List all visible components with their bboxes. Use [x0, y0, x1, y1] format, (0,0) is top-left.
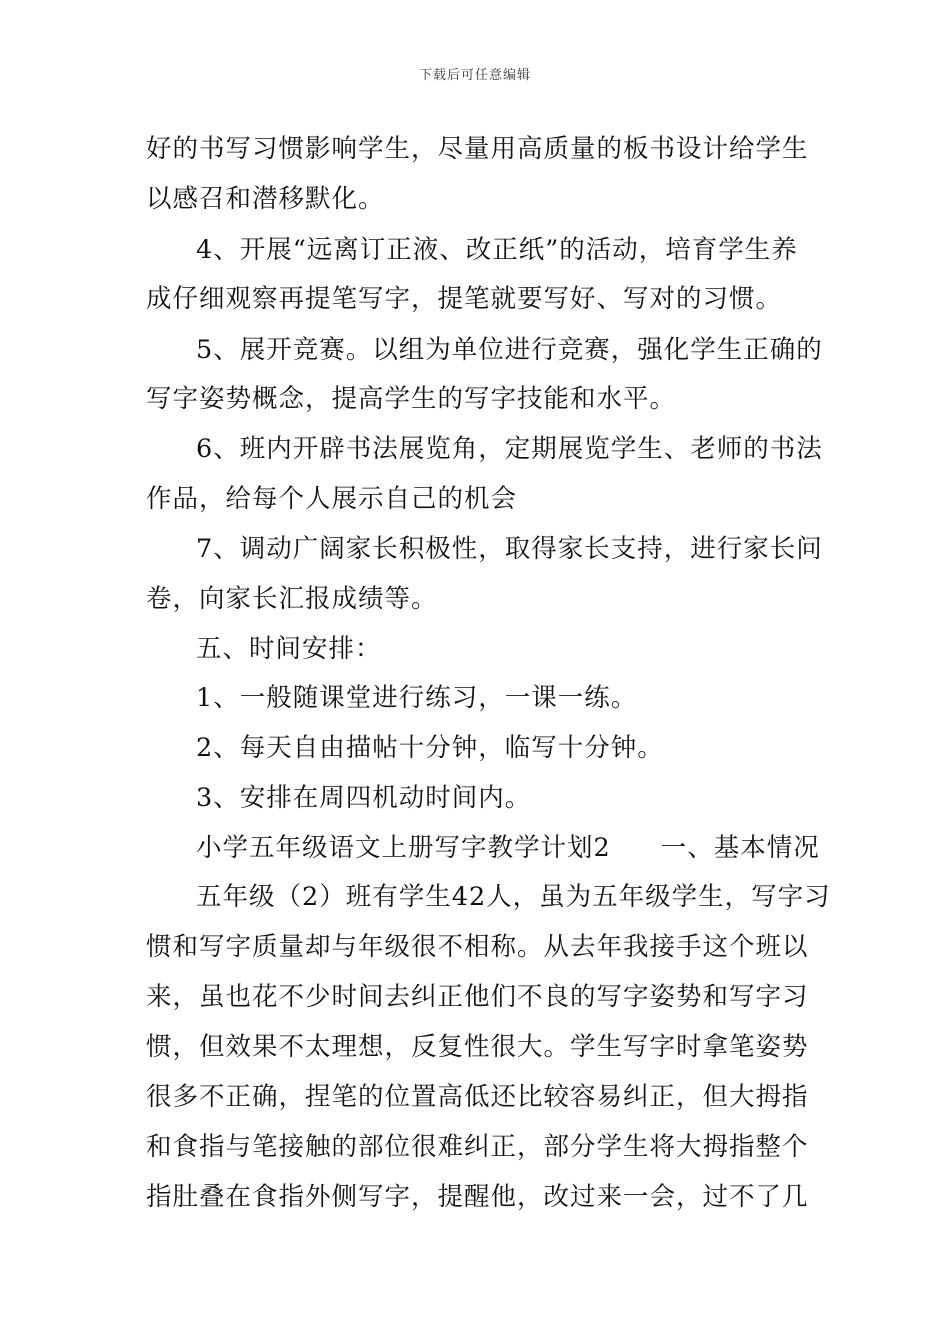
- paragraph-line: 以感召和潜移默化。: [146, 184, 385, 214]
- list-item-5: 5、展开竞赛。以组为单位进行竞赛，强化学生正确的: [196, 335, 823, 365]
- schedule-item-1: 1、一般随课堂进行练习，一课一练。: [196, 683, 638, 713]
- paragraph-line: 五年级（2）班有学生42人，虽为五年级学生，写字习: [196, 882, 831, 912]
- list-item-7: 7、调动广阔家长积极性，取得家长支持，进行家长问: [196, 534, 823, 564]
- section-heading-basic: 一、基本情况: [660, 833, 820, 863]
- schedule-item-3: 3、安排在周四机动时间内。: [196, 783, 532, 813]
- list-item-6: 6、班内开辟书法展览角，定期展览学生、老师的书法: [196, 434, 823, 464]
- list-item-4: 4、开展“远离订正液、改正纸”的活动，培育学生养: [196, 235, 798, 265]
- paragraph-line: 惯和写字质量却与年级很不相称。从去年我接手这个班以: [146, 932, 809, 962]
- paragraph-line: 指肚叠在食指外侧写字，提醒他，改过来一会，过不了几: [146, 1182, 809, 1212]
- paragraph-line: 写字姿势概念，提高学生的写字技能和水平。: [146, 384, 677, 414]
- schedule-item-2: 2、每天自由描帖十分钟，临写十分钟。: [196, 733, 664, 763]
- section-heading: 五、时间安排：: [196, 634, 382, 664]
- document-title: 小学五年级语文上册写字教学计划2: [196, 833, 611, 863]
- paragraph-line: 惯，但效果不太理想，反复性很大。学生写字时拿笔姿势: [146, 1032, 809, 1062]
- paragraph-line: 和食指与笔接触的部位很难纠正，部分学生将大拇指整个: [146, 1132, 809, 1162]
- paragraph-line: 很多不正确，捏笔的位置高低还比较容易纠正，但大拇指: [146, 1082, 809, 1112]
- document-title-line: [196, 831, 820, 865]
- page-header: 下载后可任意编辑: [418, 68, 531, 83]
- paragraph-line: 卷，向家长汇报成绩等。: [146, 584, 438, 614]
- paragraph-line: 作品，给每个人展示自己的机会: [146, 484, 518, 514]
- paragraph-line: 来，虽也花不少时间去纠正他们不良的写字姿势和写字习: [146, 982, 809, 1012]
- paragraph-line: 好的书写习惯影响学生，尽量用高质量的板书设计给学生: [146, 134, 809, 164]
- paragraph-line: 成仔细观察再提笔写字，提笔就要写好、写对的习惯。: [146, 284, 783, 314]
